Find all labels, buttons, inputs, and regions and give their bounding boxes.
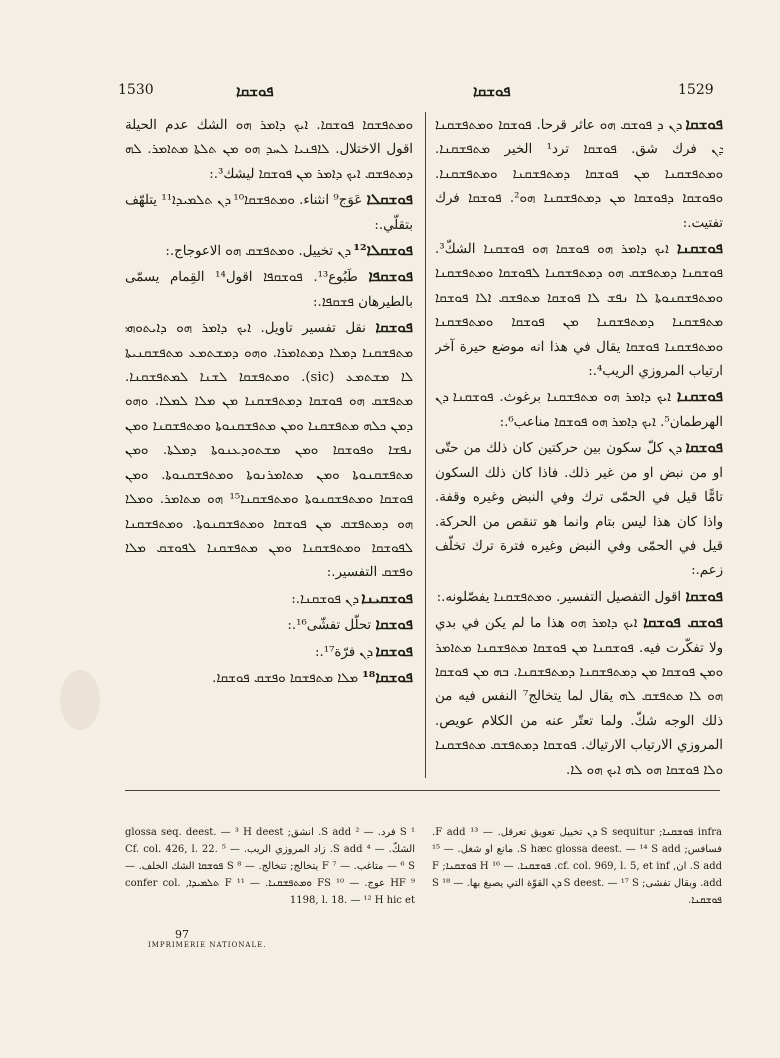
entry-text: ܘܡܬܦܫܩܐ ܦܘܫܩܐ. ܐܝܟ ܕܐܡܪ ܗܘ الشك عدم الحيلة اقول الاختلال. ܠܐܦܢܝܐ ܠܚܕ ܗܘ ܡܢ ܬܠܬܐ ܡܬܐܡܪ. ܠܗ ܕܡܬܦܫܩ ܐܝܟ ܕܐܡܪ ܡܢ ܦܘܫܩܐ ليشك³.: (125, 118, 413, 182)
entry-text: ܐܝܟ ܕܐܡܪ ܗܘ هذا ما لم يكن في بدي ولا تفكّرت فيه. ܦܘܫܩܢܐ ܡܢ ܦܘܫܩܐ ܡܬܦܫܩܢܐ ܡܬܐܡܪ ܘܡܢ ܦܘܫܩܐ ܡܢ ܕܡܬܦܫܩܢܐ ܕܡܬܦܫܩܢܐ. ܒܗ ܡܢ ܦܘܫܩܐ ܗܘ ܠܐ ܡܬܦܫܩ ܠܗ يقال لما يتخالج⁷ النفس فيه من ذلك الوجه شكّ. ولما تعتّر عنه من الكلام عويص. المروزي الارتياب الارتياك. ܦܘܫܩܐ ܕܡܬܦܫܩ ܡܬܦܫܩܢܐ ܘܠܐ ܦܘܫܩܐ ܗܘ ܠܗ ܐܝܟ ܗܘ ܠܐ. (435, 616, 723, 778)
right-column (435, 112, 723, 782)
footnote-text: ¹ S فرد. — ² S add. انشق; glossa seq. deest. — ³ H deest الشكّ. — ⁴ S add. زاد المروزي الريب. — ⁵ Cf. col. 426, l. 22. — ⁶ S متاغب. — ⁷ F يتخالج; تتخالج. — ⁸ S ܦܘܫܩܐ الشك الخلف. — ⁹ HF عوج. — ¹⁰ FS ܘܡܬܦܫܩܢܐ. — ¹¹ F ܬܠܡܝܕܐ, confer col. 1198, l. 18. — ¹² H hic et (125, 827, 416, 906)
entry (435, 610, 723, 782)
entry (435, 112, 723, 236)
entry (125, 238, 413, 264)
left-running-title: ܦܘܫܩܐ (236, 82, 274, 100)
entry-text: طَبُوع¹³. ܦܘܫܩܦܐ اقول¹⁴ القِمام يسمّى بالطيرهان ܦܫܩܦܐ.: (125, 270, 413, 310)
entry (435, 584, 723, 610)
left-column-number: 1530 (118, 82, 154, 98)
entry-headword: ܦܘܫܩ ܦܘܫܩܐ (643, 613, 723, 632)
entry-headword: ܦܘܫܩܠܐ (366, 190, 413, 209)
entry-text: عَوَج⁹ انثناء. ܘܡܬܦܫܩܐ¹⁰ ܕܢ ܬܠܡܝܕܐ¹¹ يتلهّف بتقلّي.: (125, 193, 413, 233)
paper-stain (60, 670, 100, 730)
entry (125, 639, 413, 665)
entry-headword: ܦܘܫܩܢܐ (676, 387, 723, 406)
entry-headword: ܦܘܫܩܦܐ (368, 267, 413, 286)
entry (125, 586, 413, 612)
footnotes-right (432, 824, 722, 909)
entry-headword: ܦܘܫܩܢܐ (676, 239, 723, 258)
footnote-separator (125, 790, 720, 791)
left-column (125, 112, 413, 782)
entry-headword: ܦܘܫܩܐ (375, 641, 413, 660)
entry (435, 435, 723, 583)
printer-imprint: IMPRIMERIE NATIONALE. (148, 941, 267, 949)
entry-text: نقل تفسير تاويل. ܐܝܟ ܕܐܡܪ ܗܘ ܕܐܝܬܘܗܝ ܡܬܦܫܩܢܐ ܕܡܠܐ ܕܡܬܐܡܪܐ. ܘܗܘ ܕܡܫܬܡܥ ܡܬܦܫܩܢܝܬܐ ܠܐ ܡܫܬܡܥ (sic). ܘܡܬܦܫܩܐ ܠܫܢܐ ܠܡܬܦܫܩܢܐ. ܡܬܦܫܩ ܗܘ ܦܘܫܩܐ ܕܡܬܦܫܩܢܐ ܡܢ ܡܠܐ ܠܡܠܐ. ܘܗܘ ܕܡܢ ܟܠܗ ܡܬܦܫܩܢܐ ܘܡܢ ܡܬܦܫܩܢܘܬܐ ܘܡܬܦܫܩܢܐ ܘܡܢ ܢܦܫܐ ܘܦܘܫܩܐ ܘܡܢ ܡܫܬܘܕܥܢܘܬܐ ܕܡܠܬܐ. ܘܡܢ ܡܬܦܫܩܢܘܬܐ ܘܡܢ ܡܬܐܡܪܢܘܬܐ ܘܡܬܦܫܩܢܘܬܐ. ܘܡܢ ܦܘܫܩܐ ܘܡܬܦܫܩܢܘܬܐ ܘܡܬܦܫܩܢܐ¹⁵ ܗܘ ܡܬܐܡܪ. ܘܡܠܐ ܗܘ ܕܡܬܦܫܩ ܡܢ ܦܘܫܩܐ ܘܡܬܦܫܩܢܘܬܐ. ܘܡܬܦܫܩܢܐ ܠܦܘܫܩܐ ܘܡܬܦܫܩܢܐ ܘܡܢ ܡܬܦܫܩܢܐ ܠܦܘܫܩ ܡܠܐ ܘܦܫܩ التفسير.: (125, 321, 413, 581)
column-divider (425, 112, 426, 778)
entry (125, 264, 413, 315)
footnote-text: infra ܦܘܫܩܢܐ; S sequitur ܕܢ تخييل تعويق تعرقل. — ¹³ F add. فسافس; S hæc glossa deest. — ¹⁴ S add. مانع او شغل. — ¹⁵ S add. ان, cf. col. 969, l. 5, et inf. ܦܘܫܩܢܐ. — ¹⁶ H ܦܘܫܩܢܐ; F add. وبقال تفشى; S deest. — ¹⁷ S ܕܢ القوّة التي يصبغ بها. — ¹⁸ S ܦܘܫܩܢܐ. (432, 827, 723, 906)
footnotes-left (125, 824, 415, 909)
entry (125, 112, 413, 187)
entry-text: ܕܢ ܦܘܫܩܢܐ.: (291, 591, 357, 607)
entry-text: ܕܢ كلّ سكون بين حركتين كان ذلك من حتّى او من نبض او من غير ذلك. فاذا كان ذلك السكون تامًّا قيل في الحمّى ترك وفي النبض وغيره وقفة. واذا كان هذا ليس بتام وانما هو تنقص من الحركة. قيل في الحمّى وفي النبض وغيره فترة ترك تخلّف زعم.: (435, 441, 723, 579)
entry (435, 384, 723, 435)
entry-headword: ܦܘܫܩܐ¹⁸ (362, 667, 413, 686)
entry-headword: ܦܘܫܩܐ (685, 438, 723, 457)
entry-headword: ܦܘܫܩܠܐ¹² (353, 241, 413, 260)
entry-headword: ܦܘܫܩܝܢܐ (361, 588, 413, 607)
entry-text: ܕܢ فرّة¹⁷.: (315, 644, 372, 660)
entry (125, 612, 413, 638)
entry-text: ܕܢ ܕ ܦܘܫܩ ܗܘ عاثر قرحا. ܦܘܫܩܐ ܘܡܬܦܫܩܢܐ ܕܢ فرك شق. ܦܘܫܩܐ ترد¹ الخير ܡܬܦܫܩܢܐ. ܘܡܬܦܫܩܢܐ ܡܢ ܦܘܫܩܐ ܕܡܬܦܫܩܢܐ ܘܡܬܦܫܩܢܐ. ܘܦܘܫܩܐ ܕܦܘܫܩܐ ܡܢ ܕܡܬܦܫܩܢܐ ܗܘ². ܦܘܫܩܐ فرك تفتيت.: (435, 118, 723, 231)
entry-headword: ܦܘܫܩܐ (375, 318, 413, 337)
entry (125, 315, 413, 585)
entry-headword: ܦܘܫܩܐ (375, 615, 413, 634)
folio-number: 97 (175, 928, 189, 941)
entry-text: ܡܠܐ ܡܬܦܫܩܐ ܘܦܫܩ ܦܘܫܩܐ. (212, 670, 358, 686)
running-head (118, 82, 718, 106)
entry-text: اقول التفصيل التفسير. ܘܡܬܦܫܩܢܐ يفصّلونه.: (436, 589, 682, 605)
right-running-title: ܦܘܫܩܐ (473, 82, 511, 100)
entry-headword: ܦܘܫܩܐ (685, 586, 723, 605)
entry (125, 187, 413, 238)
entry-text: ܕܢ تخييل. ܘܡܬܦܫܩ ܗܘ الاعوجاج.: (165, 244, 350, 260)
entry-headword: ܦܘܫܩܐ (685, 115, 723, 133)
entry (125, 665, 413, 691)
entry-text: ܐܝܟ ܕܐܡܪ ܗܘ ܦܘܫܩܐ ܗܘ ܦܘܫܩܢܐ الشكّ³. ܦܘܫܩܢܐ ܕܡܬܦܫܩ ܗܘ ܕܡܬܦܫܩܢܐ ܠܦܘܫܩܐ ܘܡܬܦܫܩܢܐ ܘܡܬܦܫܩܢܘܬܐ ܠܐ ܢܦܫ ܠܐ ܦܘܫܩܐ ܡܬܦܫܩ ܐܠܐ ܦܘܫܩܐ ܡܬܦܫܩܢܐ ܕܡܬܦܫܩܢܐ ܡܢ ܦܘܫܩܐ ܘܡܬܦܫܩܢܐ ܘܡܬܦܫܩܢܐ ܦܘܫܩܐ يقال في هذا انه موضع حيرة آخر ارتياب المروزي الريب⁴.: (435, 242, 723, 380)
entry-text: ܐܝܟ ܕܐܡܪ ܗܘ ܡܬܦܫܩܢܐ برغوث. ܦܘܫܩܢܐ ܕܢ الهرطمان⁵. ܐܝܟ ܕܐܡܪ ܗܘ ܦܘܫܩܐ مناعب⁶.: (435, 390, 723, 430)
entry (435, 236, 723, 384)
entry-text: تحلّل تفشّى¹⁶.: (287, 618, 372, 634)
right-column-number: 1529 (678, 82, 714, 98)
